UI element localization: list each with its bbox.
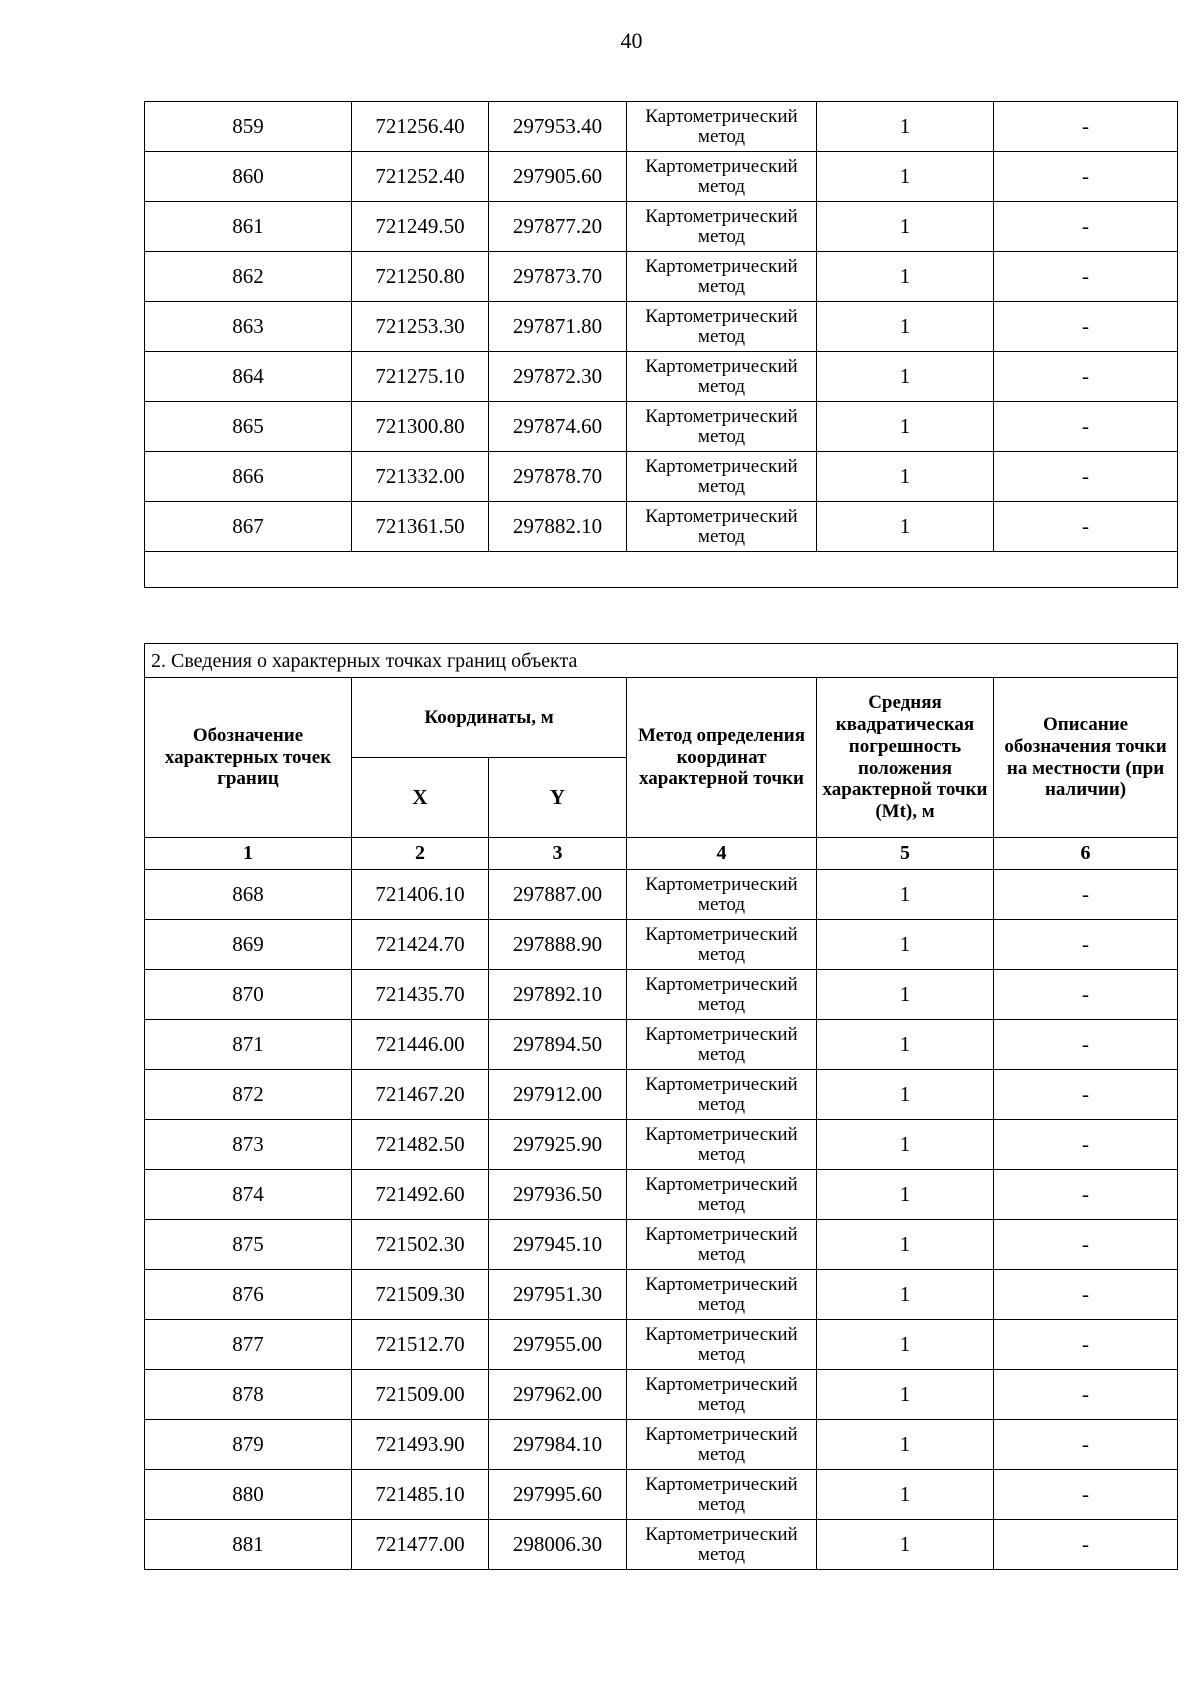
table-row	[145, 1420, 1178, 1470]
x-cell: 721406.10	[352, 870, 489, 920]
description-cell: -	[994, 102, 1178, 152]
table-row	[145, 502, 1178, 552]
method-cell: Картометрический метод	[627, 202, 817, 252]
point-cell: 874	[145, 1170, 352, 1220]
page-number: 40	[620, 28, 643, 53]
error-cell: 1	[817, 1470, 994, 1520]
point-cell: 867	[145, 502, 352, 552]
method-cell: Картометрический метод	[627, 1070, 817, 1120]
table-row	[145, 1370, 1178, 1420]
point-cell: 860	[145, 152, 352, 202]
table-row	[145, 1270, 1178, 1320]
error-cell: 1	[817, 502, 994, 552]
point-cell: 870	[145, 970, 352, 1020]
method-cell: Картометрический метод	[627, 252, 817, 302]
description-cell: -	[994, 1470, 1178, 1520]
x-cell: 721332.00	[352, 452, 489, 502]
error-cell: 1	[817, 252, 994, 302]
method-cell: Картометрический метод	[627, 452, 817, 502]
table-row	[145, 1070, 1178, 1120]
description-cell: -	[994, 870, 1178, 920]
error-cell: 1	[817, 302, 994, 352]
x-cell: 721492.60	[352, 1170, 489, 1220]
error-cell: 1	[817, 152, 994, 202]
point-cell: 864	[145, 352, 352, 402]
table-row	[145, 1170, 1178, 1220]
table-row	[145, 1470, 1178, 1520]
x-cell: 721509.00	[352, 1370, 489, 1420]
method-cell: Картометрический метод	[627, 302, 817, 352]
y-cell: 297962.00	[489, 1370, 627, 1420]
description-cell: -	[994, 202, 1178, 252]
method-cell: Картометрический метод	[627, 1420, 817, 1470]
y-cell: 297912.00	[489, 1070, 627, 1120]
table-row	[145, 452, 1178, 502]
y-cell: 298006.30	[489, 1520, 627, 1570]
table-row	[145, 152, 1178, 202]
x-cell: 721256.40	[352, 102, 489, 152]
description-cell: -	[994, 1220, 1178, 1270]
header-description: Описание обозначения точки на местности (при наличии)	[994, 678, 1178, 838]
table2-body	[145, 870, 1178, 1570]
table-row	[145, 302, 1178, 352]
y-cell: 297892.10	[489, 970, 627, 1020]
table-row	[145, 1220, 1178, 1270]
empty-row	[145, 552, 1178, 588]
header-method: Метод определения координат характерной точки	[627, 678, 817, 838]
error-cell: 1	[817, 920, 994, 970]
x-cell: 721477.00	[352, 1520, 489, 1570]
description-cell: -	[994, 1520, 1178, 1570]
description-cell: -	[994, 1420, 1178, 1470]
description-cell: -	[994, 252, 1178, 302]
point-cell: 859	[145, 102, 352, 152]
point-cell: 866	[145, 452, 352, 502]
method-cell: Картометрический метод	[627, 402, 817, 452]
y-cell: 297945.10	[489, 1220, 627, 1270]
description-cell: -	[994, 1320, 1178, 1370]
method-cell: Картометрический метод	[627, 1370, 817, 1420]
error-cell: 1	[817, 870, 994, 920]
header-error: Средняя квадратическая погрешность положения характерной точки (Mt), м	[817, 678, 994, 838]
method-cell: Картометрический метод	[627, 1020, 817, 1070]
error-cell: 1	[817, 202, 994, 252]
x-cell: 721300.80	[352, 402, 489, 452]
method-cell: Картометрический метод	[627, 970, 817, 1020]
x-cell: 721512.70	[352, 1320, 489, 1370]
y-cell: 297953.40	[489, 102, 627, 152]
column-number: 2	[352, 838, 489, 870]
table-row	[145, 870, 1178, 920]
description-cell: -	[994, 970, 1178, 1020]
method-cell: Картометрический метод	[627, 1270, 817, 1320]
error-cell: 1	[817, 1070, 994, 1120]
y-cell: 297955.00	[489, 1320, 627, 1370]
point-cell: 871	[145, 1020, 352, 1070]
table-row	[145, 102, 1178, 152]
x-cell: 721249.50	[352, 202, 489, 252]
table-row	[145, 970, 1178, 1020]
table1-body	[145, 102, 1178, 552]
error-cell: 1	[817, 1170, 994, 1220]
x-cell: 721253.30	[352, 302, 489, 352]
description-cell: -	[994, 1170, 1178, 1220]
description-cell: -	[994, 1270, 1178, 1320]
y-cell: 297873.70	[489, 252, 627, 302]
error-cell: 1	[817, 1520, 994, 1570]
description-cell: -	[994, 152, 1178, 202]
method-cell: Картометрический метод	[627, 1170, 817, 1220]
table-row	[145, 1120, 1178, 1170]
method-cell: Картометрический метод	[627, 1520, 817, 1570]
table-row	[145, 402, 1178, 452]
y-cell: 297877.20	[489, 202, 627, 252]
header-row	[145, 678, 1178, 758]
y-cell: 297874.60	[489, 402, 627, 452]
section-title: 2. Сведения о характерных точках границ объекта	[145, 644, 1178, 678]
description-cell: -	[994, 920, 1178, 970]
x-cell: 721509.30	[352, 1270, 489, 1320]
y-cell: 297894.50	[489, 1020, 627, 1070]
column-number: 1	[145, 838, 352, 870]
table-row	[145, 252, 1178, 302]
x-cell: 721482.50	[352, 1120, 489, 1170]
column-number: 6	[994, 838, 1178, 870]
point-cell: 873	[145, 1120, 352, 1170]
table-row	[145, 352, 1178, 402]
method-cell: Картометрический метод	[627, 920, 817, 970]
header-x: X	[352, 758, 489, 838]
method-cell: Картометрический метод	[627, 1470, 817, 1520]
column-number: 4	[627, 838, 817, 870]
error-cell: 1	[817, 1020, 994, 1070]
error-cell: 1	[817, 1220, 994, 1270]
x-cell: 721361.50	[352, 502, 489, 552]
point-cell: 878	[145, 1370, 352, 1420]
column-numbers-row	[145, 838, 1178, 870]
point-cell: 881	[145, 1520, 352, 1570]
y-cell: 297871.80	[489, 302, 627, 352]
method-cell: Картометрический метод	[627, 352, 817, 402]
boundary-points-table	[144, 643, 1178, 1570]
y-cell: 297905.60	[489, 152, 627, 202]
header-y: Y	[489, 758, 627, 838]
method-cell: Картометрический метод	[627, 1120, 817, 1170]
x-cell: 721424.70	[352, 920, 489, 970]
point-cell: 877	[145, 1320, 352, 1370]
method-cell: Картометрический метод	[627, 870, 817, 920]
y-cell: 297878.70	[489, 452, 627, 502]
table-row	[145, 920, 1178, 970]
point-cell: 868	[145, 870, 352, 920]
description-cell: -	[994, 1120, 1178, 1170]
point-cell: 875	[145, 1220, 352, 1270]
description-cell: -	[994, 502, 1178, 552]
coordinates-table-continued	[144, 101, 1178, 588]
empty-cell	[145, 552, 1178, 588]
error-cell: 1	[817, 1270, 994, 1320]
error-cell: 1	[817, 1370, 994, 1420]
x-cell: 721493.90	[352, 1420, 489, 1470]
column-number: 3	[489, 838, 627, 870]
y-cell: 297995.60	[489, 1470, 627, 1520]
error-cell: 1	[817, 1420, 994, 1470]
header-coordinates: Координаты, м	[352, 678, 627, 758]
error-cell: 1	[817, 402, 994, 452]
point-cell: 879	[145, 1420, 352, 1470]
point-cell: 876	[145, 1270, 352, 1320]
error-cell: 1	[817, 1120, 994, 1170]
description-cell: -	[994, 352, 1178, 402]
description-cell: -	[994, 1070, 1178, 1120]
error-cell: 1	[817, 970, 994, 1020]
table-row	[145, 1520, 1178, 1570]
method-cell: Картометрический метод	[627, 1320, 817, 1370]
description-cell: -	[994, 302, 1178, 352]
table-row	[145, 202, 1178, 252]
error-cell: 1	[817, 452, 994, 502]
x-cell: 721467.20	[352, 1070, 489, 1120]
method-cell: Картометрический метод	[627, 1220, 817, 1270]
point-cell: 861	[145, 202, 352, 252]
point-cell: 862	[145, 252, 352, 302]
description-cell: -	[994, 1020, 1178, 1070]
method-cell: Картометрический метод	[627, 152, 817, 202]
y-cell: 297882.10	[489, 502, 627, 552]
y-cell: 297951.30	[489, 1270, 627, 1320]
y-cell: 297984.10	[489, 1420, 627, 1470]
y-cell: 297888.90	[489, 920, 627, 970]
y-cell: 297872.30	[489, 352, 627, 402]
description-cell: -	[994, 402, 1178, 452]
error-cell: 1	[817, 102, 994, 152]
x-cell: 721275.10	[352, 352, 489, 402]
point-cell: 863	[145, 302, 352, 352]
method-cell: Картометрический метод	[627, 102, 817, 152]
x-cell: 721250.80	[352, 252, 489, 302]
point-cell: 872	[145, 1070, 352, 1120]
description-cell: -	[994, 1370, 1178, 1420]
x-cell: 721502.30	[352, 1220, 489, 1270]
method-cell: Картометрический метод	[627, 502, 817, 552]
header-designation: Обозначение характерных точек границ	[145, 678, 352, 838]
point-cell: 865	[145, 402, 352, 452]
y-cell: 297936.50	[489, 1170, 627, 1220]
description-cell: -	[994, 452, 1178, 502]
x-cell: 721252.40	[352, 152, 489, 202]
x-cell: 721485.10	[352, 1470, 489, 1520]
section-title-row	[145, 644, 1178, 678]
x-cell: 721446.00	[352, 1020, 489, 1070]
table-row	[145, 1320, 1178, 1370]
point-cell: 869	[145, 920, 352, 970]
point-cell: 880	[145, 1470, 352, 1520]
error-cell: 1	[817, 352, 994, 402]
y-cell: 297887.00	[489, 870, 627, 920]
y-cell: 297925.90	[489, 1120, 627, 1170]
column-number: 5	[817, 838, 994, 870]
table-row	[145, 1020, 1178, 1070]
x-cell: 721435.70	[352, 970, 489, 1020]
error-cell: 1	[817, 1320, 994, 1370]
